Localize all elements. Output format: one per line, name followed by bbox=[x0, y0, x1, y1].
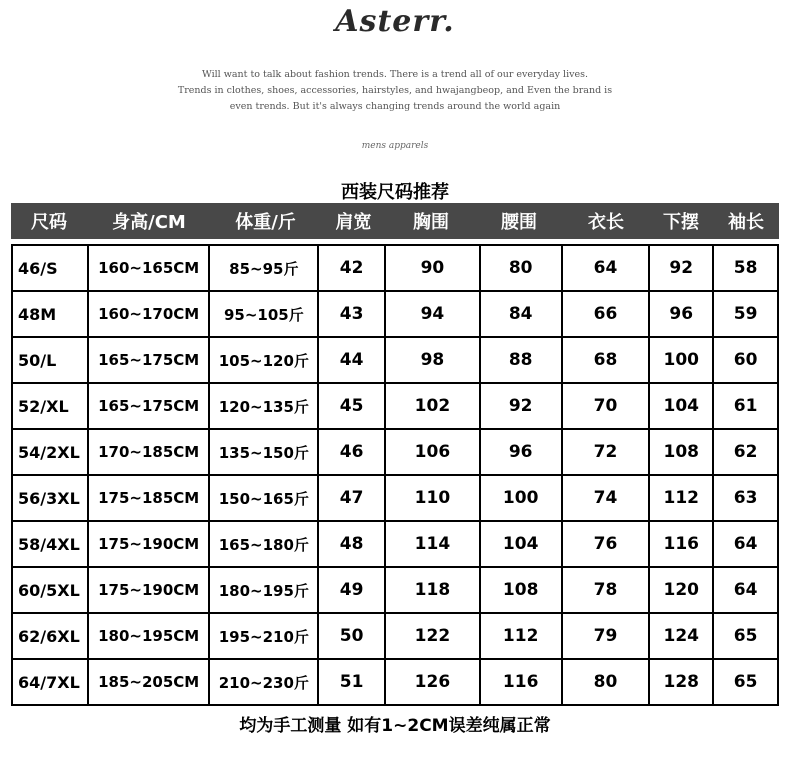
table-cell: 104 bbox=[481, 522, 563, 568]
table-cell: 59 bbox=[714, 292, 779, 338]
footer-note: 均为手工测量 如有1~2CM误差纯属正常 bbox=[239, 716, 551, 736]
table-cell: 64 bbox=[714, 522, 779, 568]
subtitle: mens apparels bbox=[361, 141, 429, 151]
header-cell: 衣长 bbox=[588, 212, 624, 233]
table-cell: 50/L bbox=[13, 338, 89, 384]
table-cell: 150~165斤 bbox=[210, 476, 319, 522]
table-cell: 165~180斤 bbox=[210, 522, 319, 568]
table-cell: 116 bbox=[650, 522, 714, 568]
table-cell: 80 bbox=[481, 246, 563, 292]
table-cell: 102 bbox=[386, 384, 481, 430]
table-cell: 79 bbox=[563, 614, 651, 660]
table-cell: 76 bbox=[563, 522, 651, 568]
table-cell: 100 bbox=[481, 476, 563, 522]
table-cell: 135~150斤 bbox=[210, 430, 319, 476]
table-cell: 116 bbox=[481, 660, 563, 706]
table-cell: 54/2XL bbox=[13, 430, 89, 476]
table-cell: 47 bbox=[319, 476, 386, 522]
table-cell: 165~175CM bbox=[89, 384, 211, 430]
table-cell: 175~185CM bbox=[89, 476, 211, 522]
table-cell: 98 bbox=[386, 338, 481, 384]
table-cell: 72 bbox=[563, 430, 651, 476]
table-cell: 96 bbox=[481, 430, 563, 476]
table-cell: 124 bbox=[650, 614, 714, 660]
table-cell: 165~175CM bbox=[89, 338, 211, 384]
table-row bbox=[13, 292, 779, 338]
table-cell: 180~195斤 bbox=[210, 568, 319, 614]
table-cell: 74 bbox=[563, 476, 651, 522]
table-cell: 160~170CM bbox=[89, 292, 211, 338]
table-cell: 61 bbox=[714, 384, 779, 430]
table-row bbox=[13, 522, 779, 568]
table-cell: 52/XL bbox=[13, 384, 89, 430]
table-cell: 108 bbox=[481, 568, 563, 614]
table-cell: 51 bbox=[319, 660, 386, 706]
tagline-line: Will want to talk about fashion trends. There is a trend all of our everyday lives. bbox=[201, 69, 589, 80]
table-cell: 85~95斤 bbox=[210, 246, 319, 292]
table-cell: 185~205CM bbox=[89, 660, 211, 706]
table-cell: 58 bbox=[714, 246, 779, 292]
table-cell: 112 bbox=[650, 476, 714, 522]
table-cell: 64 bbox=[563, 246, 651, 292]
table-cell: 44 bbox=[319, 338, 386, 384]
table-cell: 45 bbox=[319, 384, 386, 430]
table-cell: 62 bbox=[714, 430, 779, 476]
table-cell: 56/3XL bbox=[13, 476, 89, 522]
table-cell: 128 bbox=[650, 660, 714, 706]
table-cell: 49 bbox=[319, 568, 386, 614]
table-cell: 62/6XL bbox=[13, 614, 89, 660]
table-cell: 65 bbox=[714, 660, 779, 706]
table-cell: 92 bbox=[481, 384, 563, 430]
brand-logo: Asterr. bbox=[335, 4, 455, 39]
table-row bbox=[13, 614, 779, 660]
table-cell: 63 bbox=[714, 476, 779, 522]
table-cell: 70 bbox=[563, 384, 651, 430]
table-cell: 46 bbox=[319, 430, 386, 476]
table-cell: 84 bbox=[481, 292, 563, 338]
table-cell: 126 bbox=[386, 660, 481, 706]
table-cell: 100 bbox=[650, 338, 714, 384]
table-cell: 48M bbox=[13, 292, 89, 338]
table-cell: 105~120斤 bbox=[210, 338, 319, 384]
table-cell: 88 bbox=[481, 338, 563, 384]
table-row bbox=[13, 430, 779, 476]
table-cell: 175~190CM bbox=[89, 522, 211, 568]
header-cell: 身高/CM bbox=[112, 212, 186, 233]
table-cell: 170~185CM bbox=[89, 430, 211, 476]
table-cell: 118 bbox=[386, 568, 481, 614]
table-cell: 180~195CM bbox=[89, 614, 211, 660]
table-row bbox=[13, 384, 779, 430]
table-cell: 50 bbox=[319, 614, 386, 660]
table-cell: 80 bbox=[563, 660, 651, 706]
table-cell: 42 bbox=[319, 246, 386, 292]
table-cell: 78 bbox=[563, 568, 651, 614]
table-cell: 68 bbox=[563, 338, 651, 384]
table-cell: 92 bbox=[650, 246, 714, 292]
table-row bbox=[13, 568, 779, 614]
table-cell: 95~105斤 bbox=[210, 292, 319, 338]
tagline-line: even trends. But it's always changing trends around the world again bbox=[229, 101, 561, 112]
header-cell: 肩宽 bbox=[335, 212, 372, 233]
table-cell: 122 bbox=[386, 614, 481, 660]
table-title: 西装尺码推荐 bbox=[341, 182, 449, 203]
size-table bbox=[11, 244, 779, 706]
header-cell: 胸围 bbox=[413, 212, 449, 233]
table-cell: 106 bbox=[386, 430, 481, 476]
table-cell: 90 bbox=[386, 246, 481, 292]
table-cell: 114 bbox=[386, 522, 481, 568]
table-row bbox=[13, 660, 779, 706]
table-cell: 60 bbox=[714, 338, 779, 384]
table-cell: 65 bbox=[714, 614, 779, 660]
header-cell: 体重/斤 bbox=[235, 212, 296, 233]
header-cell: 腰围 bbox=[501, 212, 537, 233]
table-cell: 48 bbox=[319, 522, 386, 568]
header-cell: 尺码 bbox=[31, 212, 67, 233]
table-cell: 64 bbox=[714, 568, 779, 614]
tagline bbox=[0, 67, 790, 115]
table-cell: 60/5XL bbox=[13, 568, 89, 614]
table-cell: 210~230斤 bbox=[210, 660, 319, 706]
table-cell: 110 bbox=[386, 476, 481, 522]
table-row bbox=[13, 338, 779, 384]
table-cell: 66 bbox=[563, 292, 651, 338]
table-cell: 58/4XL bbox=[13, 522, 89, 568]
tagline-line: Trends in clothes, shoes, accessories, hairstyles, and hwajangbeop, and Even the brand is bbox=[177, 85, 613, 96]
table-cell: 195~210斤 bbox=[210, 614, 319, 660]
table-row bbox=[13, 246, 779, 292]
table-cell: 104 bbox=[650, 384, 714, 430]
table-cell: 112 bbox=[481, 614, 563, 660]
table-cell: 108 bbox=[650, 430, 714, 476]
table-cell: 120~135斤 bbox=[210, 384, 319, 430]
table-cell: 46/S bbox=[13, 246, 89, 292]
table-cell: 64/7XL bbox=[13, 660, 89, 706]
table-cell: 94 bbox=[386, 292, 481, 338]
header-cell: 下摆 bbox=[663, 212, 699, 233]
table-row bbox=[13, 476, 779, 522]
table-cell: 96 bbox=[650, 292, 714, 338]
table-cell: 160~165CM bbox=[89, 246, 211, 292]
table-cell: 120 bbox=[650, 568, 714, 614]
table-cell: 175~190CM bbox=[89, 568, 211, 614]
table-header bbox=[11, 203, 779, 239]
header-cell: 袖长 bbox=[728, 212, 764, 233]
table-cell: 43 bbox=[319, 292, 386, 338]
